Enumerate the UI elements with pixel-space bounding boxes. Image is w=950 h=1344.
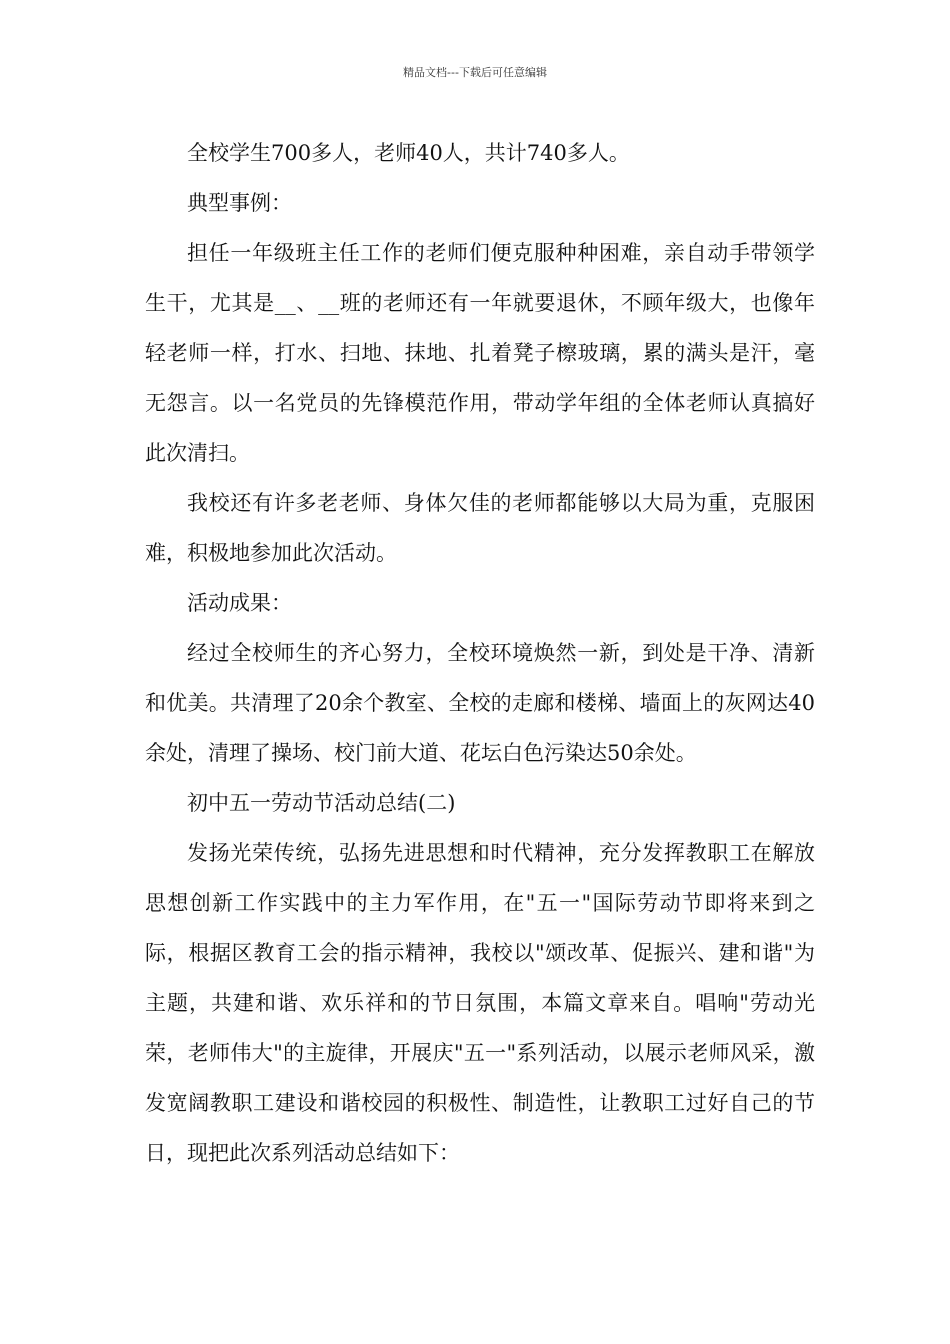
page-header: 精品文档---下载后可任意编辑 (403, 66, 547, 79)
paragraph-grade-one-teachers: 担任一年级班主任工作的老师们便克服种种困难，亲自动手带领学生干，尤其是__、__班的老师还有一年就要退休，不顾年级大，也像年轻老师一样，打水、扫地、抹地、扎着凳子檫玻璃，累的满头是汗，毫无怨言。以一名党员的先锋模范作用，带动学年组的全体老师认真搞好此次清扫。 (145, 241, 815, 465)
document-body (145, 128, 815, 1178)
paragraph-senior-teachers: 我校还有许多老老师、身体欠佳的老师都能够以大局为重，克服困难，积极地参加此次活动。 (145, 491, 815, 565)
heading-typical-examples: 典型事例： (187, 191, 292, 215)
paragraph-results: 经过全校师生的齐心努力，全校环境焕然一新，到处是干净、清新和优美。共清理了20余个教室、全校的走廊和楼梯、墙面上的灰网达40余处，清理了操场、校门前大道、花坛白色污染达50余处。 (145, 641, 815, 765)
paragraph-student-count: 全校学生700多人，老师40人，共计740多人。 (187, 141, 630, 165)
heading-activity-results: 活动成果： (187, 591, 292, 615)
section-title: 初中五一劳动节活动总结(二) (187, 791, 456, 815)
paragraph-intro-part-two: 发扬光荣传统，弘扬先进思想和时代精神，充分发挥教职工在解放思想创新工作实践中的主力军作用，在"五一"国际劳动节即将来到之际，根据区教育工会的指示精神，我校以"颂改革、促振兴、建和谐"为主题，共建和谐、欢乐祥和的节日氛围，本篇文章来自。唱响"劳动光荣，老师伟大"的主旋律，开展庆"五一"系列活动，以展示老师风采，激发宽阔教职工建设和谐校园的积极性、制造性，让教职工过好自己的节日，现把此次系列活动总结如下： (145, 841, 815, 1165)
